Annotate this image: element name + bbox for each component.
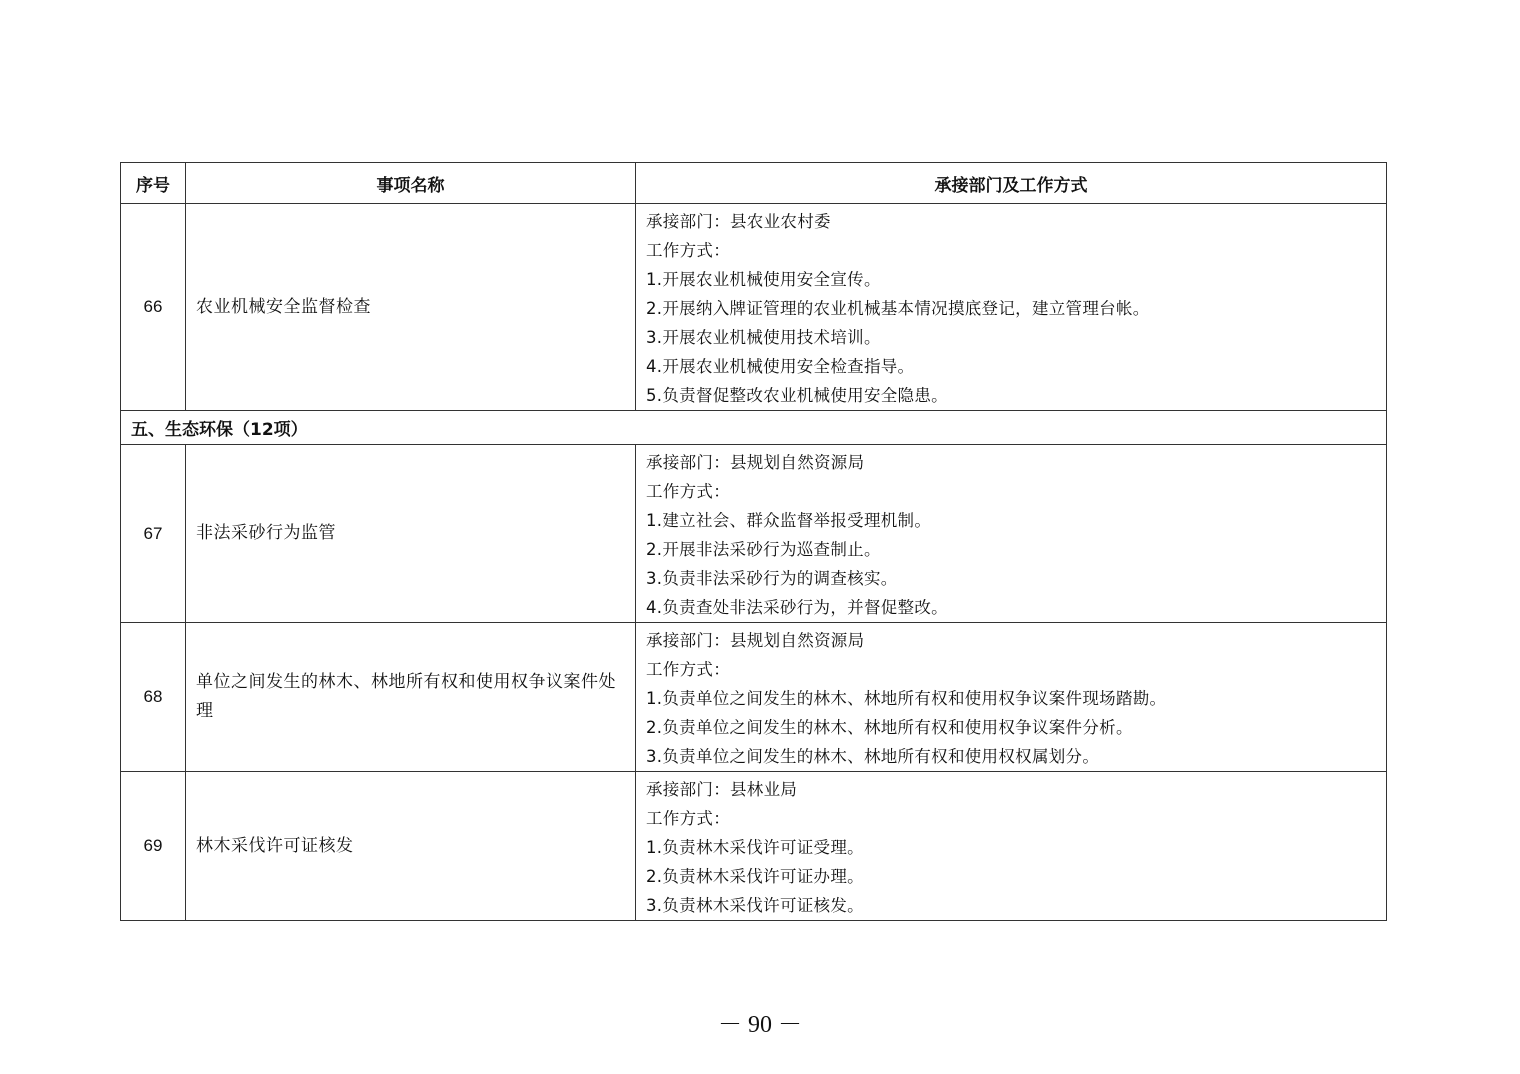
header-no: 序号 [121, 163, 186, 204]
work-details [636, 445, 1387, 623]
work-line: 1.负责单位之间发生的林木、林地所有权和使用权争议案件现场踏勘。 [646, 689, 1167, 708]
work-line: 工作方式： [646, 809, 730, 828]
work-line: 3.负责林木采伐许可证核发。 [646, 896, 864, 915]
work-line: 1.建立社会、群众监督举报受理机制。 [646, 511, 932, 530]
work-line: 工作方式： [646, 660, 730, 679]
table-row-68 [121, 623, 1387, 772]
work-line: 2.负责单位之间发生的林木、林地所有权和使用权争议案件分析。 [646, 718, 1133, 737]
work-details [636, 623, 1387, 772]
work-line: 2.开展纳入牌证管理的农业机械基本情况摸底登记，建立管理台帐。 [646, 299, 1150, 318]
table-row-69 [121, 772, 1387, 921]
work-details [636, 204, 1387, 411]
header-work: 承接部门及工作方式 [636, 163, 1387, 204]
work-line: 3.负责非法采砂行为的调查核实。 [646, 569, 898, 588]
work-line: 承接部门：县规划自然资源局 [646, 453, 865, 472]
work-line: 工作方式： [646, 482, 730, 501]
work-line: 5.负责督促整改农业机械使用安全隐患。 [646, 386, 948, 405]
work-line: 工作方式： [646, 241, 730, 260]
work-line: 3.负责单位之间发生的林木、林地所有权和使用权权属划分。 [646, 747, 1100, 766]
section-title: 五、生态环保（12项） [121, 411, 1387, 445]
work-line: 1.开展农业机械使用安全宣传。 [646, 270, 881, 289]
header-name: 事项名称 [186, 163, 636, 204]
work-line: 承接部门：县林业局 [646, 780, 798, 799]
work-line: 2.开展非法采砂行为巡查制止。 [646, 540, 881, 559]
matters-table [120, 162, 1387, 921]
table-row-67 [121, 445, 1387, 623]
section-row [121, 411, 1387, 445]
matter-name: 单位之间发生的林木、林地所有权和使用权争议案件处理 [186, 623, 636, 772]
header-row [121, 163, 1387, 204]
work-details [636, 772, 1387, 921]
work-line: 4.开展农业机械使用安全检查指导。 [646, 357, 915, 376]
matter-name: 非法采砂行为监管 [186, 445, 636, 623]
matter-name: 农业机械安全监督检查 [186, 204, 636, 411]
row-number: 66 [121, 204, 186, 411]
row-number: 68 [121, 623, 186, 772]
work-line: 1.负责林木采伐许可证受理。 [646, 838, 864, 857]
work-line: 4.负责查处非法采砂行为，并督促整改。 [646, 598, 948, 617]
work-line: 承接部门：县农业农村委 [646, 212, 831, 231]
row-number: 69 [121, 772, 186, 921]
page-number: － 90 － [718, 1012, 802, 1038]
work-line: 承接部门：县规划自然资源局 [646, 631, 865, 650]
work-line: 2.负责林木采伐许可证办理。 [646, 867, 864, 886]
work-line: 3.开展农业机械使用技术培训。 [646, 328, 881, 347]
matter-name: 林木采伐许可证核发 [186, 772, 636, 921]
row-number: 67 [121, 445, 186, 623]
table-row-66 [121, 204, 1387, 411]
